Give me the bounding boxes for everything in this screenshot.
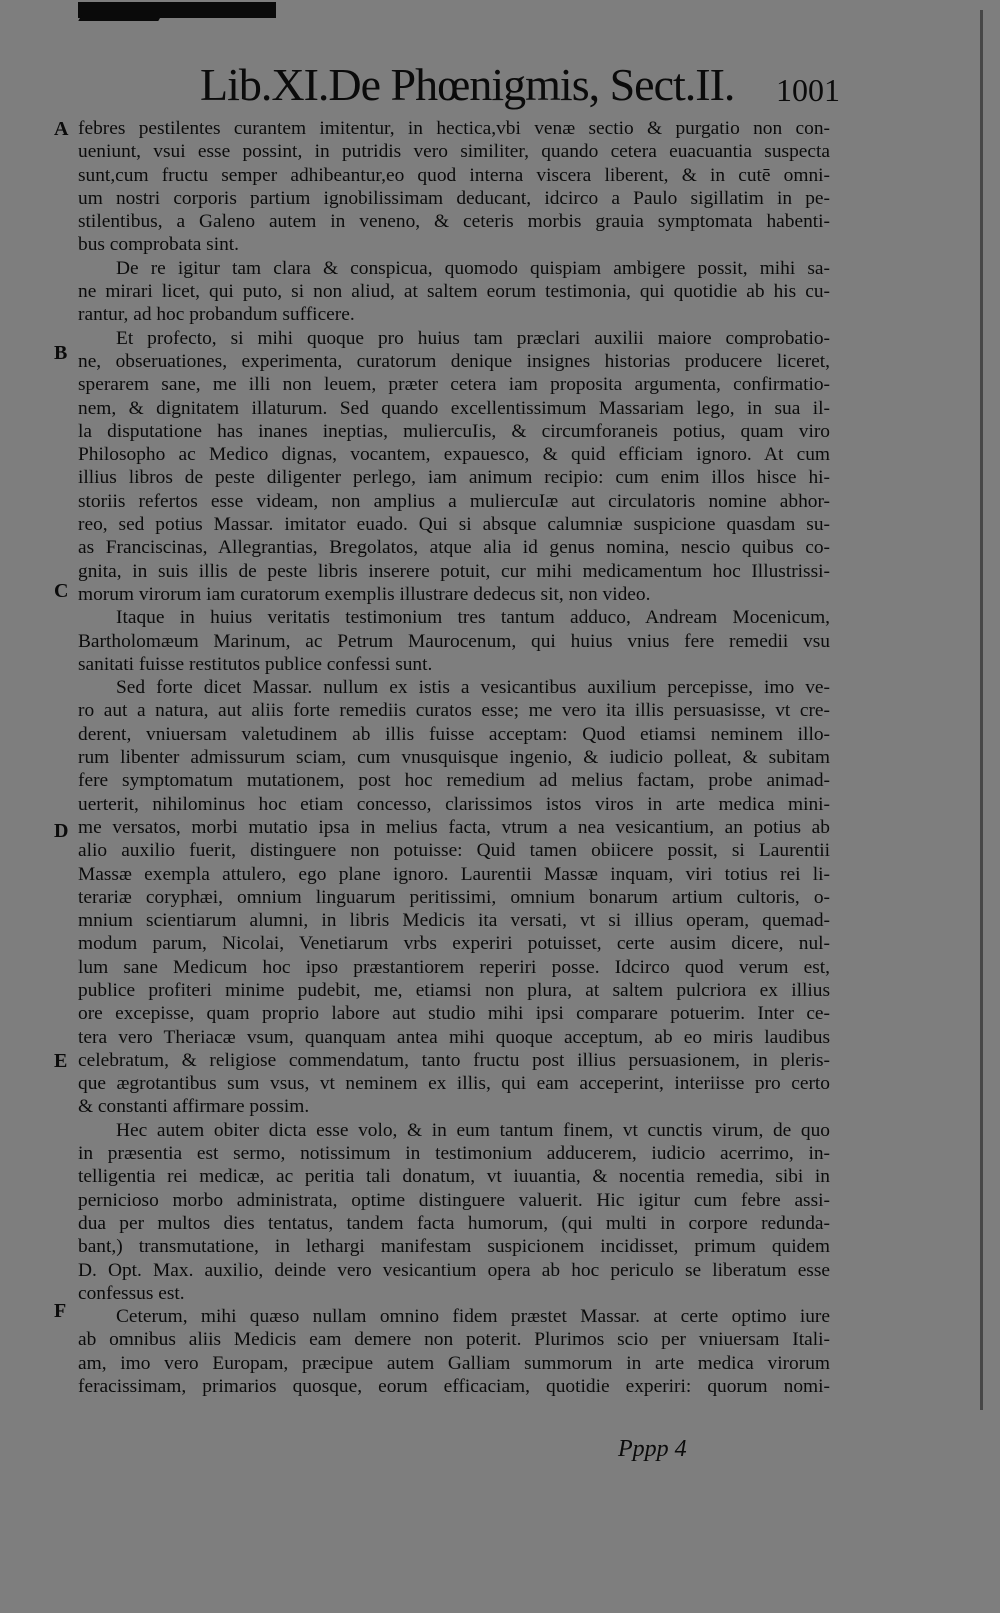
- text-line: ore excepisse, quam proprio labore aut studio mihi ipsi comparare potuerim. Inter ce-: [78, 1003, 830, 1025]
- text-line: Et profecto, si mihi quoque pro huius tam præclari auxilii maiore comprobatio-: [116, 327, 830, 349]
- text-line: ro aut a natura, aut aliis forte remediis curatos esse; me vero ita illis persuasisse, vt cre-: [78, 700, 830, 722]
- margin-letter-c: C: [54, 580, 69, 602]
- margin-letter-e: E: [54, 1050, 68, 1072]
- text-line: sanitati fuisse restitutos publice confessi sunt.: [78, 653, 433, 675]
- text-line: Sed forte dicet Massar. nullum ex istis a vesicantibus auxilium percepisse, imo ve-: [116, 677, 830, 699]
- text-line: telligentia rei medicæ, ac peritia tali donatum, vt iuuantia, & nocentia remedia, sibi in: [78, 1166, 830, 1188]
- text-line: as Franciscinas, Allegrantias, Bregolatos, atque alia id genus nomina, nescio quibus co-: [78, 537, 830, 559]
- margin-letter-f: F: [54, 1300, 67, 1322]
- margin-letter-d: D: [54, 820, 69, 842]
- text-line: confessus est.: [78, 1282, 185, 1304]
- text-line: um nostri corporis partium ignobilissimam deducant, idcirco a Paulo sigillatim in pe-: [78, 187, 830, 209]
- text-line: pernicioso morbo administrata, optime distinguere valuerit. Hic igitur cum febre assi-: [78, 1189, 830, 1211]
- text-line: mnium scientiarum alumni, in libris Medicis ita versati, vt si illius operam, quemad-: [78, 910, 830, 932]
- text-line: me versatos, morbi mutatio ipsa in melius facta, vtrum a nea vesicantium, an potius ab: [78, 816, 830, 838]
- text-line: in præsentia est sermo, notissimum in testimonium adducerem, iudicio acerrimo, in-: [78, 1143, 830, 1165]
- text-line: gnita, in suis illis de peste libris inserere potuit, cur mihi medicamentum hoc Illustrissi-: [78, 560, 830, 582]
- text-line: sperarem sane, me illi non leuem, præter cetera iam proposita argumenta, confirmatio-: [78, 374, 830, 396]
- running-title: Lib.XI.De Phœnigmis, Sect.II.: [200, 59, 735, 110]
- text-line: morum virorum iam curatorum exemplis illustrare dedecus sit, non video.: [78, 583, 651, 605]
- text-line: nem, & dignitatem illaturum. Sed quando excellentissimum Massariam lego, in sua il-: [78, 397, 830, 419]
- text-line: alio auxilio fuerit, distinguere non potuisse: Quid tamen obiicere possit, si Laurentii: [78, 840, 830, 862]
- text-line: Ceterum, mihi quæso nullam omnino fidem præstet Massar. at certe optimo iure: [116, 1306, 830, 1328]
- text-line: stilentibus, a Galeno autem in veneno, & ceteris morbis grauia symptomata habenti-: [78, 211, 830, 233]
- text-line: que ægrotantibus sum vsus, vt neminem ex illis, qui eam acceperint, interiisse pro certo: [78, 1073, 830, 1095]
- text-line: celebratum, & religiose commendatum, tanto fructu post illius persuasionem, in pleris-: [78, 1049, 830, 1071]
- text-line: ueniunt, vsui esse possint, in putridis vero similiter, quando cetera euacuantia suspecta: [78, 141, 830, 163]
- text-line: ne mirari licet, qui puto, si non aliud, at saltem eorum testimonia, qui quotidie ab his cu-: [78, 281, 830, 303]
- text-line: D. Opt. Max. auxilio, deinde vero vesicantium opera ab hoc periculo se liberatum esse: [78, 1259, 830, 1281]
- text-line: derent, vniuersam valetudinem ab illis fuisse acceptam: Quod etiamsi neminem illo-: [78, 723, 830, 745]
- text-line: lum sane Medicum hoc ipso præstantiorem reperiri posse. Idcirco quod verum est,: [78, 956, 830, 978]
- text-line: feracissimam, primarios quosque, eorum efficaciam, quotidie experiri: quorum nomi-: [78, 1376, 830, 1398]
- text-line: terariæ coryphæi, omnium linguarum peritissimi, omnium bonarum artium cultoris, o-: [78, 886, 830, 908]
- margin-letter-a: A: [54, 118, 69, 140]
- text-line: Itaque in huius veritatis testimonium tres tantum adduco, Andream Mocenicum,: [116, 607, 830, 629]
- text-line: & constanti affirmare possim.: [78, 1096, 310, 1118]
- body-text: [78, 117, 830, 1398]
- text-line: sunt,cum fructu semper adhibeantur,eo quod interna viscera liberent, & in cutē omni-: [78, 164, 830, 186]
- text-line: ab omnibus aliis Medicis eam demere non poterit. Plurimos scio per vniuersam Itali-: [78, 1329, 830, 1351]
- signature-mark: Pppp 4: [618, 1436, 687, 1462]
- text-line: bant,) transmutatione, in lethargi manifestam suspicionem incidisset, primum quidem: [78, 1236, 830, 1258]
- text-line: la disputatione has inanes ineptias, muliercuIis, & circumforaneis potius, quam viro: [78, 420, 830, 442]
- text-line: Philosopho ac Medico dignas, vocantem, expauesco, & quid efficiam ignoro. At cum: [78, 444, 830, 466]
- text-line: rantur, ad hoc probandum sufficere.: [78, 304, 355, 326]
- page-number: 1001: [776, 72, 840, 108]
- text-line: tera vero Theriacæ vsum, quanquam antea mihi quoque acceptum, ab eo miris laudibus: [78, 1026, 830, 1048]
- text-line: modum parum, Nicolai, Venetiarum vrbs experiri potuisset, certe ausim dicere, nul-: [78, 933, 830, 955]
- text-line: De re igitur tam clara & conspicua, quomodo quispiam ambigere possit, mihi sa-: [116, 257, 830, 279]
- text-line: Hec autem obiter dicta esse volo, & in eum tantum finem, vt cunctis virum, de quo: [116, 1119, 830, 1141]
- text-line: illius libros de peste diligenter perlego, iam animum recipio: cum enim illos hisce hi-: [78, 467, 830, 489]
- text-line: febres pestilentes curantem imitentur, in hectica,vbi venæ sectio & purgatio non con-: [78, 118, 830, 139]
- text-line: am, imo vero Europam, præcipue autem Galliam summorum in arte medica virorum: [78, 1352, 830, 1374]
- page-edge-shadow: [980, 10, 983, 1410]
- text-line: bus comprobata sint.: [78, 234, 240, 256]
- text-line: ne, obseruationes, experimenta, curatorum denique insignes historias producere liceret,: [78, 350, 830, 372]
- text-line: rum libenter admissurum sciam, cum vnusquisque ingenio, & iudicio polleat, & subitam: [78, 747, 830, 769]
- text-line: dua per multos dies tentatus, tandem facta humorum, (qui multi in corpore redunda-: [78, 1212, 830, 1234]
- running-header: [200, 58, 840, 118]
- top-ink-bar-tail: [78, 15, 161, 21]
- text-line: reo, sed potius Massar. imitator euado. Qui si absque calumniæ suspicione quasdam su-: [78, 514, 830, 536]
- text-line: Massæ exempla attulero, ego plane ignoro. Laurentii Massæ inquam, viri totius rei li-: [78, 863, 830, 885]
- text-line: fere symptomatum mutationem, post hoc remedium ad melius factam, probe animad-: [78, 770, 830, 792]
- margin-letter-b: B: [54, 342, 68, 364]
- text-line: publice profiteri minime pudebit, me, etiamsi non plura, at saltem pulcriora ex illius: [78, 979, 830, 1001]
- text-line: Bartholomæum Marinum, ac Petrum Maurocenum, qui huius vnius fere remedii vsu: [78, 630, 830, 652]
- text-line: storiis refertos esse videam, non amplius a muliercuIæ aut circulatoris nomine abhor-: [78, 490, 830, 512]
- text-line: uerterit, nihilominus hoc etiam concesso, clarissimos istos viros in arte medica mini-: [78, 793, 830, 815]
